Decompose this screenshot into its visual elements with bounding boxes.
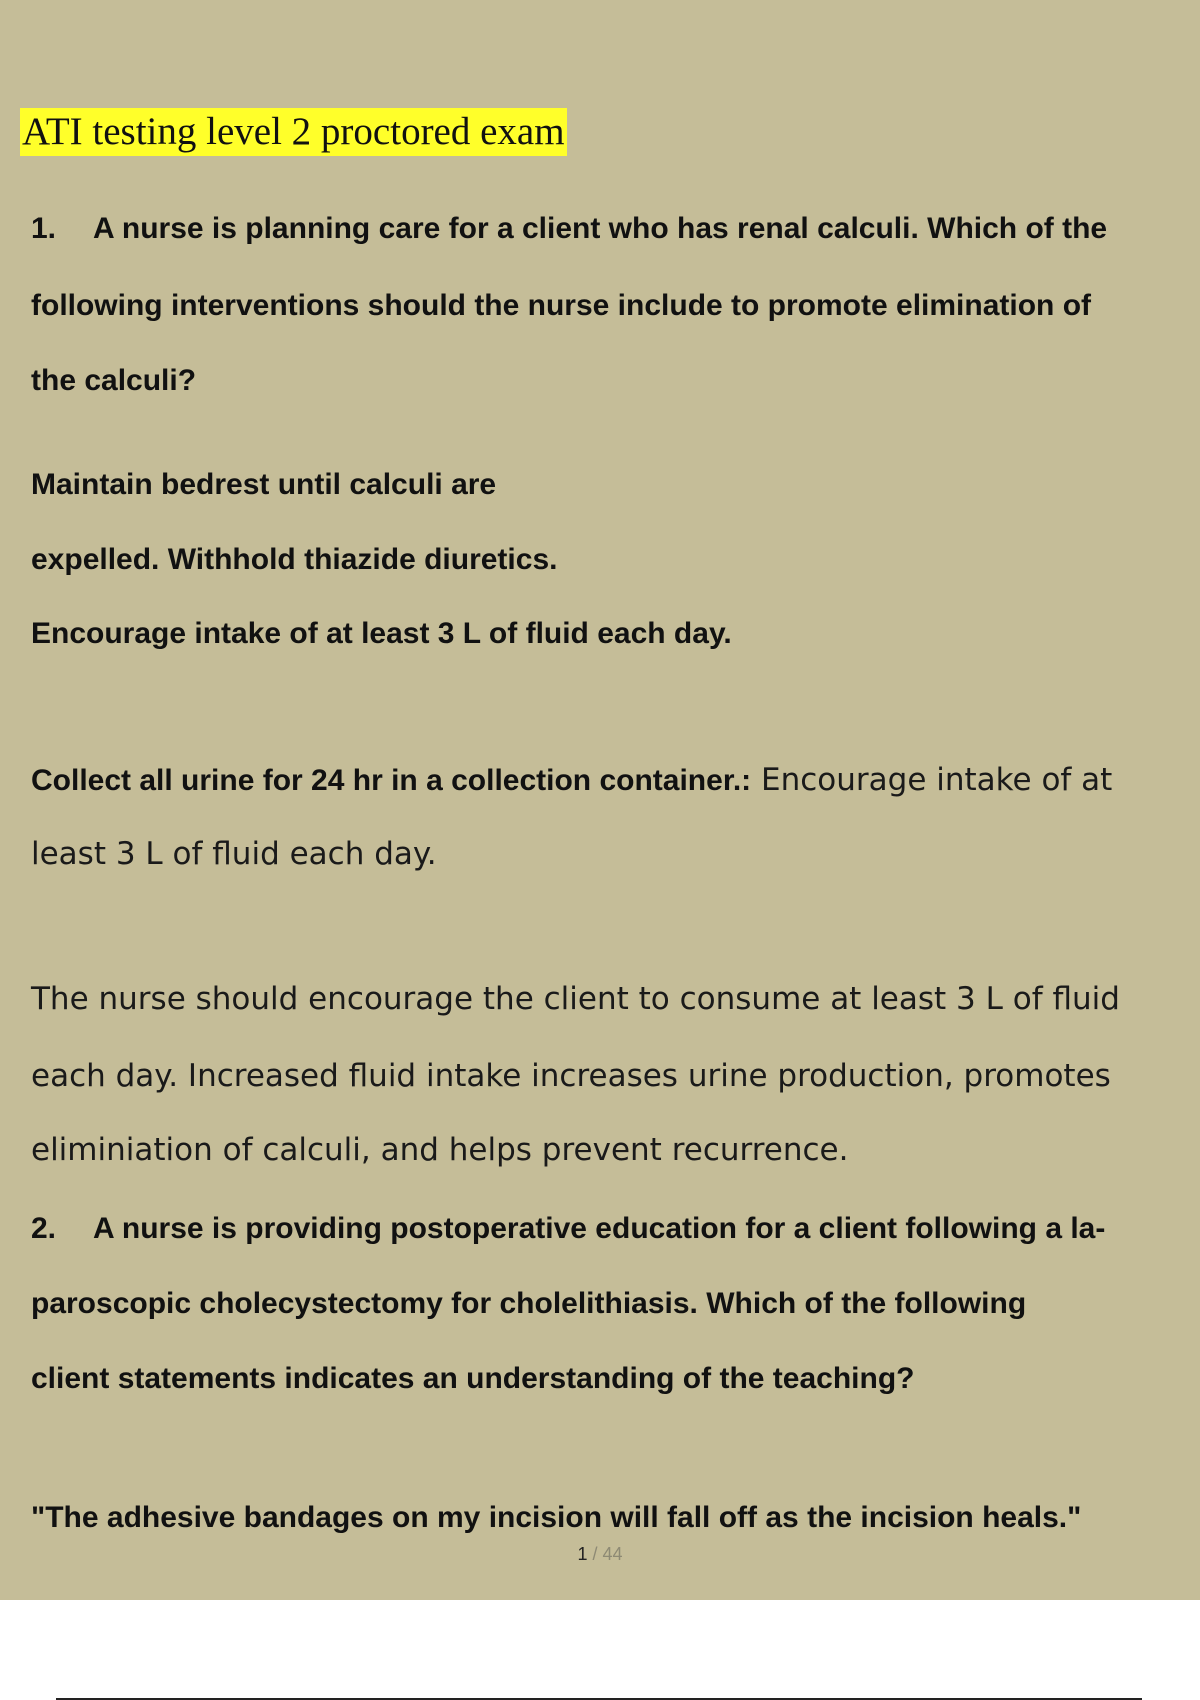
question-1-answer-line-1 [31, 762, 1112, 798]
question-2-option-line-1: "The adhesive bandages on my incision will fall off as the incision heals." [31, 1501, 1082, 1534]
question-1-stem-line-1: 1. A nurse is planning care for a client who has renal calculi. Which of the [31, 212, 1108, 245]
question-1-rationale-line-2: each day. Increased fluid intake increases urine production, promotes [31, 1058, 1111, 1094]
question-1-rationale-line-3: eliminiation of calculi, and helps prevent recurrence. [31, 1132, 849, 1168]
question-2-stem-line-3: client statements indicates an understanding of the teaching? [31, 1362, 915, 1395]
question-1-answer: Encourage intake of at [751, 762, 1113, 798]
question-1-option-line-2: expelled. Withhold thiazide diuretics. [31, 543, 558, 576]
question-2-number: 2. [31, 1212, 57, 1245]
question-2-stem-line-1: 2. A nurse is providing postoperative education for a client following a la- [31, 1212, 1106, 1245]
question-1-option-line-3: Encourage intake of at least 3 L of fluid each day. [31, 617, 732, 650]
question-1-number: 1. [31, 212, 57, 245]
question-1-answer-line-2: least 3 L of fluid each day. [31, 836, 437, 872]
question-2-stem-line-2: paroscopic cholecystectomy for cholelithiasis. Which of the following [31, 1287, 1027, 1320]
question-1-option-line-4: Collect all urine for 24 hr in a collection container.: [31, 764, 752, 797]
question-1-stem-line-2: following interventions should the nurse include to promote elimination of [31, 289, 1092, 322]
document-title: ATI testing level 2 proctored exam [20, 108, 567, 156]
question-1-option-line-1: Maintain bedrest until calculi are [31, 468, 497, 501]
question-1-rationale-line-1: The nurse should encourage the client to consume at least 3 L of fluid [31, 981, 1120, 1017]
page-current: 1 [577, 1544, 588, 1564]
page-indicator [0, 1544, 1200, 1565]
question-1-stem-line-3: the calculi? [31, 364, 197, 397]
page-total: / 44 [587, 1544, 623, 1564]
